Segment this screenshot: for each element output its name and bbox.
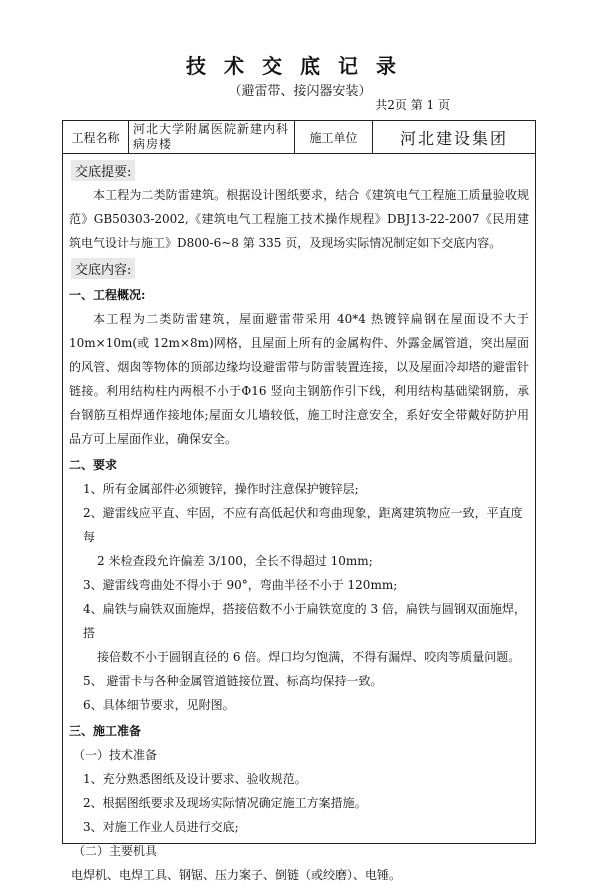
record-table [62, 120, 536, 882]
project-name-value: 河北大学附属医院新建内科病房楼 [129, 121, 295, 153]
section-preparation-title: 三、施工准备 [69, 724, 142, 738]
page-info: 共2页 第 1 页 [375, 98, 450, 112]
summary-text: 本工程为二类防雷建筑。根据设计图纸要求，结合《建筑电气工程施工质量验收规范》GB50303-2002,《建筑电气工程施工技术操作规程》DBJ13-22-2007《民用建筑电气设计与施工》D800-6~8 第 335 页，及现场实际情况制定如下交底内容。 [69, 188, 529, 250]
requirement-6: 6、具体细节要求，见附图。 [83, 698, 235, 712]
section-overview-title: 一、工程概况: [69, 288, 146, 302]
construction-unit-label: 施工单位 [295, 121, 373, 153]
subsection-technical-prep: （一）技术准备 [73, 748, 158, 762]
requirement-2-line1: 2、避雷线应平直、牢固，不应有高低起伏和弯曲现象，距离建筑物应一致，平直度每 [83, 506, 523, 544]
content-label: 交底内容: [71, 258, 135, 279]
subsection-main-tools: （二）主要机具 [73, 844, 158, 858]
section-overview-text: 本工程为二类防雷建筑，屋面避雷带采用 40*4 热镀锌扁钢在屋面设不大于 10m×10m(或 12m×8m)网格，且屋面上所有的金属构件、外露金属管道，突出屋面的风管、烟囱等物体的顶部边缘均设避雷带与防雷装置连接，以及屋面冷却塔的避雷针链接。利用结构柱内两根不小于Φ16 竖向主钢筋作引下线，利用结构基础梁钢筋，承台钢筋互相焊通作接地体;屋面女儿墙较低，施工时注意安全，系好安全带戴好防护用品方可上屋面作业，确保安全。 [69, 312, 529, 446]
project-name-label: 工程名称 [63, 121, 129, 153]
header-row [63, 121, 535, 154]
requirement-1: 1、所有金属部件必须镀锌，操作时注意保护镀锌层; [83, 482, 359, 496]
requirement-4-line1: 4、扁铁与扁铁双面施焊，搭接倍数不小于扁铁宽度的 3 倍，扁铁与圆钢双面施焊，搭 [83, 602, 526, 640]
tools-list: 电焊机、电焊工具、钢锯、压力案子、倒链（或绞磨）、电锤。 [71, 868, 402, 882]
requirement-2-line2: 2 米检查段允许偏差 3/100，全长不得超过 10mm; [97, 554, 373, 568]
document-subtitle: （避雷带、接闪器安装） [228, 84, 372, 99]
prep-item-3: 3、对施工作业人员进行交底; [83, 820, 239, 834]
prep-item-2: 2、根据图纸要求及现场实际情况确定施工方案措施。 [83, 796, 367, 810]
prep-item-1: 1、充分熟悉图纸及设计要求、验收规范。 [83, 772, 307, 786]
requirement-4-line2: 接倍数不小于圆钢直径的 6 倍。焊口均匀饱满，不得有漏焊、咬肉等质量问题。 [97, 650, 521, 664]
record-body [63, 153, 535, 887]
construction-unit-value: 河北建设集团 [399, 128, 508, 148]
section-requirements-title: 二、要求 [69, 458, 118, 472]
requirement-3: 3、避雷线弯曲处不得小于 90°，弯曲半径不小于 120mm; [83, 578, 398, 592]
summary-label: 交底提要: [71, 160, 135, 181]
requirement-5: 5、 避雷卡与各种金属管道链接位置、标高均保持一致。 [83, 674, 383, 688]
document-title: 技术交底记录 [186, 54, 414, 78]
